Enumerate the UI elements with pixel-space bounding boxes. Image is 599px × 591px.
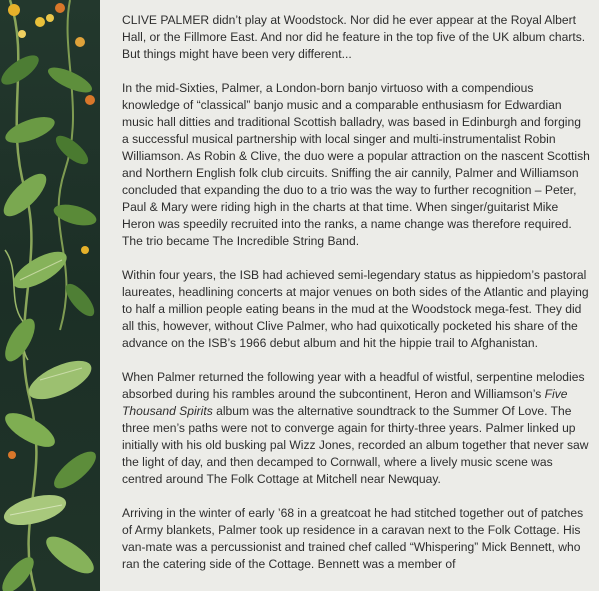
leaf <box>0 50 43 90</box>
berry <box>8 4 20 16</box>
leaf <box>41 530 99 580</box>
leaf <box>0 314 41 366</box>
leaf <box>0 167 53 222</box>
botanical-illustration <box>0 0 100 591</box>
botanical-artwork <box>0 0 100 591</box>
leaf <box>2 112 58 149</box>
paragraph-palmer-returned <box>122 369 590 488</box>
vine-stem <box>59 0 73 330</box>
article-body <box>122 12 590 590</box>
paragraph-mid-sixties: In the mid-Sixties, Palmer, a London-born banjo virtuoso with a compendious knowledge of “classical” banjo music and a comparable enthusiasm for Edwardian music hall ditties and traditional Scottish balladry, was based in Edinburgh and forging a successful musical partnership with local singer and multi-instrumentalist Robin Williamson. As Robin & Clive, the duo were a popular attraction on the nascent Scottish and Northern English folk club circuits. Sniffing the air cannily, Palmer and Williamson concluded that expanding the duo to a trio was the way to further recognition – Peter, Paul & Mary were riding high in the charts at that time. When singer/guitarist Mike Heron was speedily recruited into the ranks, a name change was therefore required. The trio became The Incredible String Band. <box>122 81 590 248</box>
berry <box>55 3 65 13</box>
berry <box>81 246 89 254</box>
berry <box>75 37 85 47</box>
album-title-italic: Five Thousand Spirits <box>122 387 568 418</box>
leaf <box>23 353 96 407</box>
berry <box>85 95 95 105</box>
paragraph-within-four-years: Within four years, the ISB had achieved semi-legendary status as hippiedom’s pastoral laureates, headlining concerts at major venues on both sides of the Atlantic and playing to half a million people eating beans in the mud at the Woodstock mega-fest. They did all this, however, without Clive Palmer, who had quixotically pocketed his share of the advance on the ISB’s 1966 debut album and hit the hippie trail to Afghanistan. <box>122 268 589 350</box>
paragraph-text: When Palmer returned the following year with a headful of wistful, serpentine melodies absorbed during his rambles around the subcontinent, Heron and Williamson’s <box>122 370 585 401</box>
paragraph-text: album was the alternative soundtrack to the Summer Of Love. The three men’s paths were not to converge again for thirty-three years. Palmer linked up initially with his old busking pal Wizz Jones, recorded an album together that never saw the light of day, and then decamped to Cornwall, where a lively music scene was centred around The Folk Cottage at Mitchell near Newquay. <box>122 404 589 486</box>
berry <box>18 30 26 38</box>
berry <box>35 17 45 27</box>
leaf <box>49 446 100 495</box>
leaf <box>0 406 59 453</box>
paragraph-arriving: Arriving in the winter of early ’68 in a greatcoat he had stitched together out of patches of Army blankets, Palmer took up residence in a caravan next to the Folk Cottage. His van-mate was a percussionist and trained chef called “Whispering” Mick Bennett, who ran the catering side of the Cottage. Bennett was a member of <box>122 506 584 571</box>
berry <box>46 14 54 22</box>
paragraph-intro: CLIVE PALMER didn’t play at Woodstock. Nor did he ever appear at the Royal Albert Hall, or the Fillmore East. And nor did he feature in the top five of the UK album charts. But things might have been very different... <box>122 13 586 61</box>
berry <box>8 451 16 459</box>
